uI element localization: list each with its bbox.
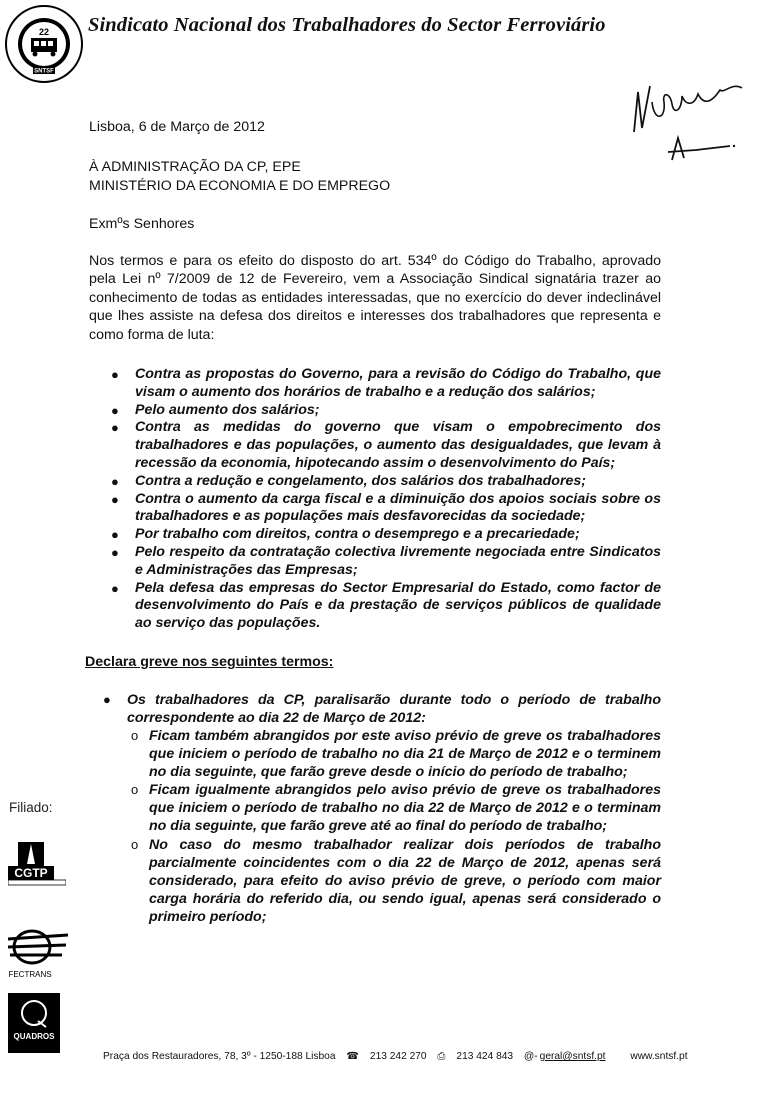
salutation: Exmºs Senhores (89, 216, 195, 232)
strike-sub-list (127, 727, 661, 926)
logo-badge: SNTSF (34, 68, 54, 75)
affiliation-sidebar (8, 800, 88, 815)
addressees (89, 158, 661, 195)
svg-text:22: 22 (38, 27, 50, 37)
list-item: o Ficam também abrangidos por este aviso prévio de greve os trabalhadores que iniciem o período de trabalho no dia 21 de Março de 2012 e o terminem no dia seguinte, que farão greve desde o início do período de trabalho; (131, 727, 661, 781)
phone-icon: ☎ (346, 1051, 360, 1062)
strike-main: ● Os trabalhadores da CP, paralisarão durante todo o período de trabalho correspondente ao dia 22 de Março de 2012: (103, 691, 661, 726)
footer-email[interactable]: geral@sntsf.pt (539, 1051, 606, 1062)
footer-address: Praça dos Restauradores, 78, 3º - 1250-188 Lisboa (103, 1051, 336, 1062)
list-item: o Ficam igualmente abrangidos pelo aviso prévio de greve os trabalhadores que iniciem o período de trabalho no dia 22 de Março de 2012 e o terminam no dia seguinte, que farão greve até ao final do período de trabalho; (131, 782, 661, 835)
svg-text:FECTRANS: FECTRANS (8, 970, 52, 979)
page-title: Sindicato Nacional dos Trabalhadores do Sector Ferroviário (88, 14, 606, 36)
affiliation-label: Filiado: (9, 800, 53, 815)
letter-date: Lisboa, 6 de Março de 2012 (89, 119, 265, 135)
footer-website[interactable]: www.sntsf.pt (630, 1051, 688, 1062)
svg-text:QUADROS: QUADROS (13, 1032, 55, 1041)
strike-terms (89, 691, 661, 926)
fectrans-logo (6, 925, 70, 981)
list-item: ● Pelo respeito da contratação colectiva livremente negociada entre Sindicatos e Administrações das Empresas; (111, 544, 661, 578)
footer-fax: 213 424 843 (456, 1051, 514, 1062)
quadros-logo (8, 993, 60, 1053)
demands-list (89, 366, 661, 633)
list-item: ● Pelo aumento dos salários; (111, 401, 320, 418)
list-item: ● Pela defesa das empresas do Sector Empresarial do Estado, como factor de desenvolvimento do País e da prestação de serviços públicos de qualidade ao serviço das populações. (111, 579, 661, 632)
declaration-heading: Declara greve nos seguintes termos: (85, 653, 334, 670)
addressee-ministry: MINISTÉRIO DA ECONOMIA E DO EMPREGO (89, 177, 391, 194)
footer (103, 1051, 723, 1063)
list-item: o No caso do mesmo trabalhador realizar dois períodos de trabalho parcialmente coincidentes com o dia 22 de Março de 2012, apenas será considerado, para efeito do aviso prévio de greve, o período com maior carga horária do referido dia, ou sendo igual, apenas será considerado o primeiro período; (131, 836, 661, 925)
intro-paragraph: Nos termos e para os efeito do disposto do art. 534º do Código do Trabalho, aprovado pela Lei nº 7/2009 de 12 de Fevereiro, vem a Associação Sindical signatária trazer ao conhecimento de todas as entidades interessadas, que no exercício do dever indeclinável que lhes assiste na defesa dos direitos e interesses dos trabalhadores que representa e como forma de luta: (89, 253, 661, 343)
cgtp-logo (8, 838, 66, 886)
footer-phone: 213 242 270 (369, 1051, 427, 1062)
list-item: ● Contra o aumento da carga fiscal e a diminuição dos apoios sociais sobre os trabalhadores e as populações mais desfavorecidas da sociedade; (111, 490, 661, 525)
email-prefix: @- (523, 1051, 538, 1062)
list-item: ● Contra a redução e congelamento, dos salários dos trabalhadores; (111, 472, 586, 489)
svg-text:CGTP: CGTP (14, 866, 48, 880)
addressee-cp: À ADMINISTRAÇÃO DA CP, EPE (89, 159, 301, 175)
list-item: ● Contra as propostas do Governo, para a revisão do Código do Trabalho, que visam o aumento dos horários de trabalho e a redução dos salários; (111, 366, 661, 400)
list-item: ● Contra as medidas do governo que visam o empobrecimento dos trabalhadores e das populações, o aumento das desigualdades, que levam à recessão da economia, hipotecando assim o desenvolvimento do País; (111, 419, 661, 472)
union-logo (4, 4, 84, 84)
fax-icon: ⎙ (437, 1051, 446, 1062)
list-item: ● Por trabalho com direitos, contra o desemprego e a precariedade; (111, 526, 580, 543)
